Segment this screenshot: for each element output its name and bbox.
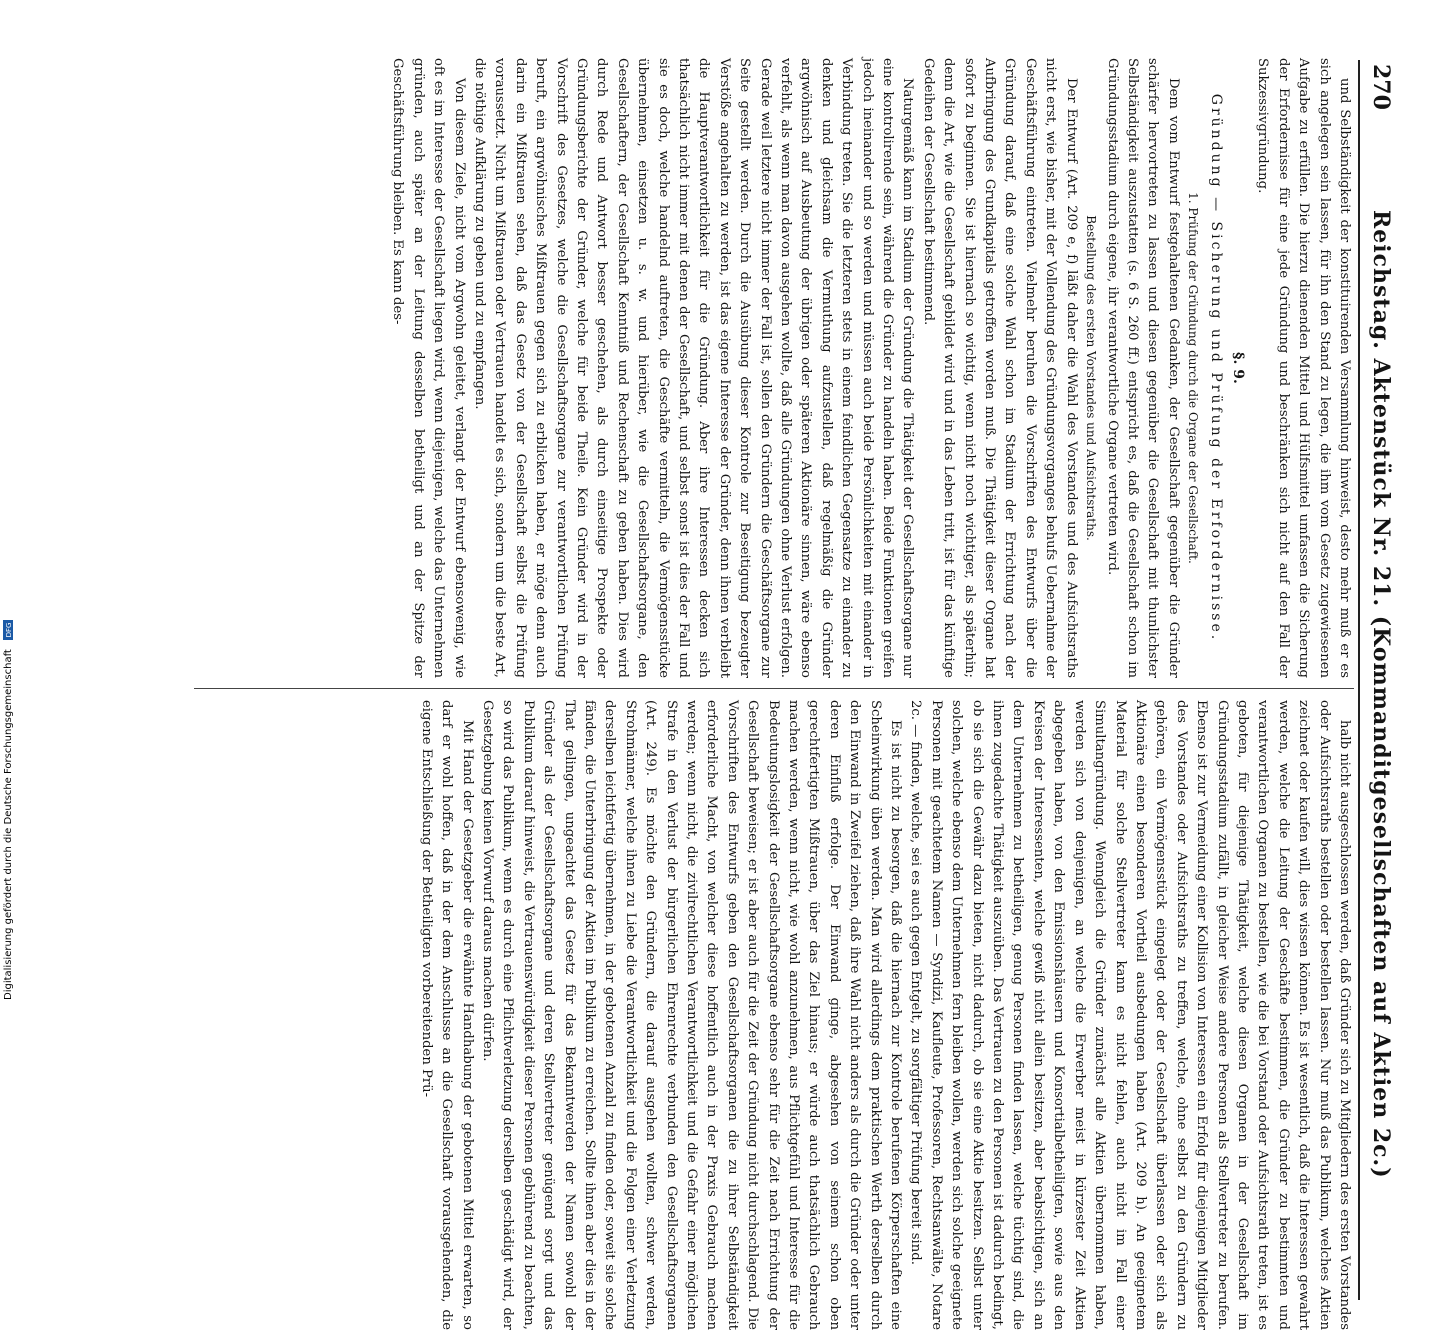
section-number: §. 9. — [1229, 352, 1246, 384]
running-title: Reichstag. Aktenstück Nr. 21. (Kommanditgesellschaften auf Aktien 2c.) — [1368, 210, 1394, 1179]
digitization-text: Digitalisierung gefördert durch die Deutsche Forschungsgemeinschaft — [3, 649, 14, 1000]
paragraph: Von diesem Ziele, nicht vom Argwohn geleitet, verlangt der Entwurf ebensowenig, wie oft es im Interesse der Gesellschaft liegen wird, wenn diejenigen, welche das Unternehmen gründen, auch später an der Leitung desselben betheiligt und an der Spitze der Geschäftsführung bleiben. Es kann des- — [390, 58, 467, 678]
section-title: Gründung — Sicherung und Prüfung der Erfordernisse. — [1207, 93, 1224, 643]
paragraph: Es ist nicht zu besorgen, daß die hiernach zur Kontrole berufenen Körperschaften eine Scheinwirkung üben werden. Man wird allerdings dem praktischen Werth derselben durch den Einwand in Zweifel ziehen, daß ihre Wahl nicht anders als durch die Gründer oder unter deren Einfluß erfolge. Der Einwand ginge, abgesehen von seinem schon oben gerechtfertigten Mißtrauen, über das Ziel hinaus; er würde auch thatsächlich Gebrauch machen werden, wenn nicht, wie wohl anzunehmen, aus Pflichtgefühl und Interesse für die Bedeutungslosigkeit der Gesellschaftsorgane ebenso sehr für die Zeit nach Errichtung der Gesellschaft beweisen; er ist aber auch für die Zeit der Gründung nicht durchschlagend. Die Vorschriften des Entwurfs geben den Gesellschaftsorganen die zu ihrer Selbständigkeit erforderliche Macht, von welcher diese hoffentlich auch in der Praxis Gebrauch machen werden; wenn nicht, die zivilrechtlichen Verantwortlichkeit und die Gefahr einer möglichen Strafe in den Verlust der bürgerlichen Ehrenrechte verbunden den Gesellschaftsorganen (Art. 249). Es möchte den Gründern, die darauf ausgehen wollten, schwer werden, Strohmänner, welche ihnen zu Liebe die Verantwortlichkeit und die Folgen einer Verletzung derselben leichtfertig übernehmen, in der gebotenen Anzahl zu finden oder, soweit sie solche fänden, die Unterbringung der Aktien im Publikum zu erreichen. Sollte ihnen aber dies in der That gelingen, ungeachtet das Gesetz für das Bekanntwerden der Namen sowohl der Gründer als der Gesellschaftsorgane und deren Stellvertreter genügend sorgt und das Publikum darauf hinweist, die Vertrauenswürdigkeit dieser Personen gebührend zu beachten, so wird das Publikum, wenn es durch eine Pflichtverletzung derselben geschädigt wird, der Gesetzgebung keinen Vorwurf daraus machen dürfen. — [479, 700, 904, 1330]
dfg-logo-text: DFG — [5, 622, 13, 638]
page-number: 270 — [1368, 64, 1394, 110]
dfg-logo — [3, 620, 13, 640]
sub-heading: 1. Prüfung der Gründung durch die Organe der Gesellschaft. — [1186, 192, 1201, 564]
sub-heading: Bestellung des ersten Vorstandes und Aufsichtsraths. — [1084, 215, 1099, 541]
paragraph: halb nicht ausgeschlossen werden, daß Gründer sich zu Mitgliedern des ersten Vorstandes oder Aufsichtsraths bestellen oder bestellen lassen. Nur muß das Publikum, welches Aktien zeichnet oder kaufen will, dies wissen können. Es ist wesentlich, daß die Interessen gewahrt werden, welche die Leitung der Geschäfte bestimmen, die Gründer zu bestimmten und verantwortlichen Organen zu bestellen, wie die bei Vorstand oder Aufsichtsrath treten, ist es geboten, für diejenige Thätigkeit, welche diesen Organen in der Gesellschaft im Gründungsstadium zufällt, in gleicher Weise andere Personen als Stellvertreter zu berufen. Ebenso ist zur Vermeidung einer Kollision von Interessen ein Erfolg für diejenigen Mitglieder des Vorstandes oder Aufsichtsraths zu treffen, welche, ohne selbst zu den Gründern zu gehören, ein Vermögensstück eingelegt oder der Gesellschaft überlassen oder sich als Aktionäre einen besonderen Vortheil ausbedungen haben (Art. 209 h). An geeignetem Material für solche Stellvertreter kann es nicht fehlen, auch nicht im Fall einer Simultangründung. Wenngleich die Gründer zunächst alle Aktien übernommen haben, werden sich von denjenigen, an welche die Erwerber meist in kürzester Zeit Aktien abgegeben haben, von den Emissionshäusern und Konsortialbetheiligten, sowie aus den Kreisen der Interessenten, welche gewiß nicht allein besitzen, aber beabsichtigen, sich an dem Unternehmen zu betheiligen, genug Personen finden lassen, welche tüchtig sind, die ihnen zugedachte Thätigkeit auszuüben. Das Vertrauen zu den Personen ist dadurch bedingt, ob sie sich die Gewähr dazu bieten, nicht dadurch, ob sie eine Aktie besitzen. Selbst unter solchen, welche ebenso dem Unternehmen fern bleiben wollen, werden sich solche geeignete Personen mit geachtetem Namen — Syndizi, Kaufleute, Professoren, Rechtsanwälte, Notare 2c. — finden, welche, sei es auch gegen Entgelt, zu sorgfältiger Prüfung bereit sind. — [908, 700, 1352, 1330]
digitization-note — [2, 550, 16, 1000]
page-header — [1362, 60, 1396, 1179]
left-column — [194, 58, 1354, 678]
paragraph: Dem vom Entwurf festgehaltenen Gedanken, der Gesellschaft gegenüber die Gründer schärfer hervortreten zu lassen und diesen gegenüber die Gesellschaft mit thunlichster Selbständigkeit auszustatten (s. 6 S. 260 ff.) entspricht es, daß die Gesellschaft schon im Gründungsstadium durch eigene, ihr verantwortliche Organe vertreten wird. — [1104, 58, 1181, 678]
right-column — [194, 700, 1354, 1330]
paragraph: Mit Hand der Gesetzgeber die erwähnte Handhabung der gebotenen Mittel erwarten, so darf er wohl hoffen, daß in der dem Anschlusse an die Gesellschaft vorausgehenden, die eigene Entschließung der Betheiligten vorbereitenden Prü- — [418, 700, 475, 1330]
paragraph: Naturgemäß kann im Stadium der Gründung die Thätigkeit der Gesellschaftsorgane nur eine kontrolirende sein, während die Gründer zu handeln haben. Beide Funktionen greifen jedoch ineinander und so werden und müssen auch beide Persönlichkeiten mit einander in Verbindung treten. Sie die letzteren stets in einem feindlichen Gegensatze zu einander zu denken und gleichsam die Vermuthung aufzustellen, daß regelmäßig die Gründer argwöhnisch auf Ausbeutung der übrigen oder späteren Aktionäre sinnen, wäre ebenso verfehlt, als wenn man davon ausgehen wollte, daß alle Gründungen ohne Verlust erfolgen. Gerade weil letztere nicht immer der Fall ist, sollen den Gründern die Geschäftsorgane zur Seite gestellt werden. Durch die Ausübung dieser Kontrole zur Beseitigung bezeugter Verstöße angehalten zu werden, ist das eigene Interesse der Gründer, denn ihnen verbleibt die Hauptverantwortlichkeit für die Gründung. Aber ihre Interessen decken sich thatsächlich nicht immer mit denen der Gesellschaft, und selbst sonst ist dies der Fall und sie es doch, welche handelnd auftreten, die Geschäfte vermitteln, die Vermögensstücke übernehmen, einsetzen u. s. w. und hierüber, wie die Gesellschaftsorgane, den Gesellschaftern, der Gesellschaft Kenntniß und Rechenschaft zu geben haben. Dies wird durch Rede und Antwort besser geschehen, als durch einseitige Prospekte oder Gründungsberichte der Gründer, welche für beide Theile. Kein Gründer wird in der Vorschrift des Gesetzes, welche die Gesellschaftsorgane zur verantwortlichen Prüfung beruft, ein argwöhnisches Mißtrauen gegen sich zu erblicken haben, er möge denn auch darin ein Mißtrauen sehen, daß das Gesetz von der Gesellschaft selbst die Prüfung voraussetzt. Nicht um Mißtrauen oder Vertrauen handelt es sich, sondern um die beste Art, die nöthige Aufklärung zu geben und zu empfangen. — [471, 58, 916, 678]
paragraph: Der Entwurf (Art. 209 e, f) läßt daher die Wahl des Vorstandes und des Aufsichtsraths nicht erst, wie bisher, mit der Vollendung des Gründungsvorganges behufs Uebernahme der Geschäftsführung eintreten. Vielmehr beruhen die Vorschriften des Entwurfs über die Gründung darauf, daß eine solche Wahl schon im Stadium der Errichtung nach der Aufbringung des Grundkapitals getroffen worden muß. Die Thätigkeit dieser Organe hat sofort zu beginnen. Sie ist hiernach so wichtig, wenn nicht noch wichtiger, als späterhin; denn die Art, wie die Gesellschaft gebildet wird und in das Leben tritt, ist für das künftige Gedeihen der Gesellschaft bestimmend. — [920, 58, 1079, 678]
header-rule — [1358, 60, 1360, 1300]
column-divider — [194, 688, 1354, 689]
paragraph: und Selbständigkeit der konstituirenden Versammlung hinweist, desto mehr muß er es sich angelegen sein lassen, für ihn den Stand zu legen, die ihm vom Gesetz zugewiesenen Aufgabe zu erfüllen. Die hierzu dienenden Mittel und Hülfsmittel umfassen die Sicherung der Erfordernisse für eine jede Gründung und beschränken sich nicht auf den Fall der Sukzessivgründung. — [1255, 58, 1352, 678]
